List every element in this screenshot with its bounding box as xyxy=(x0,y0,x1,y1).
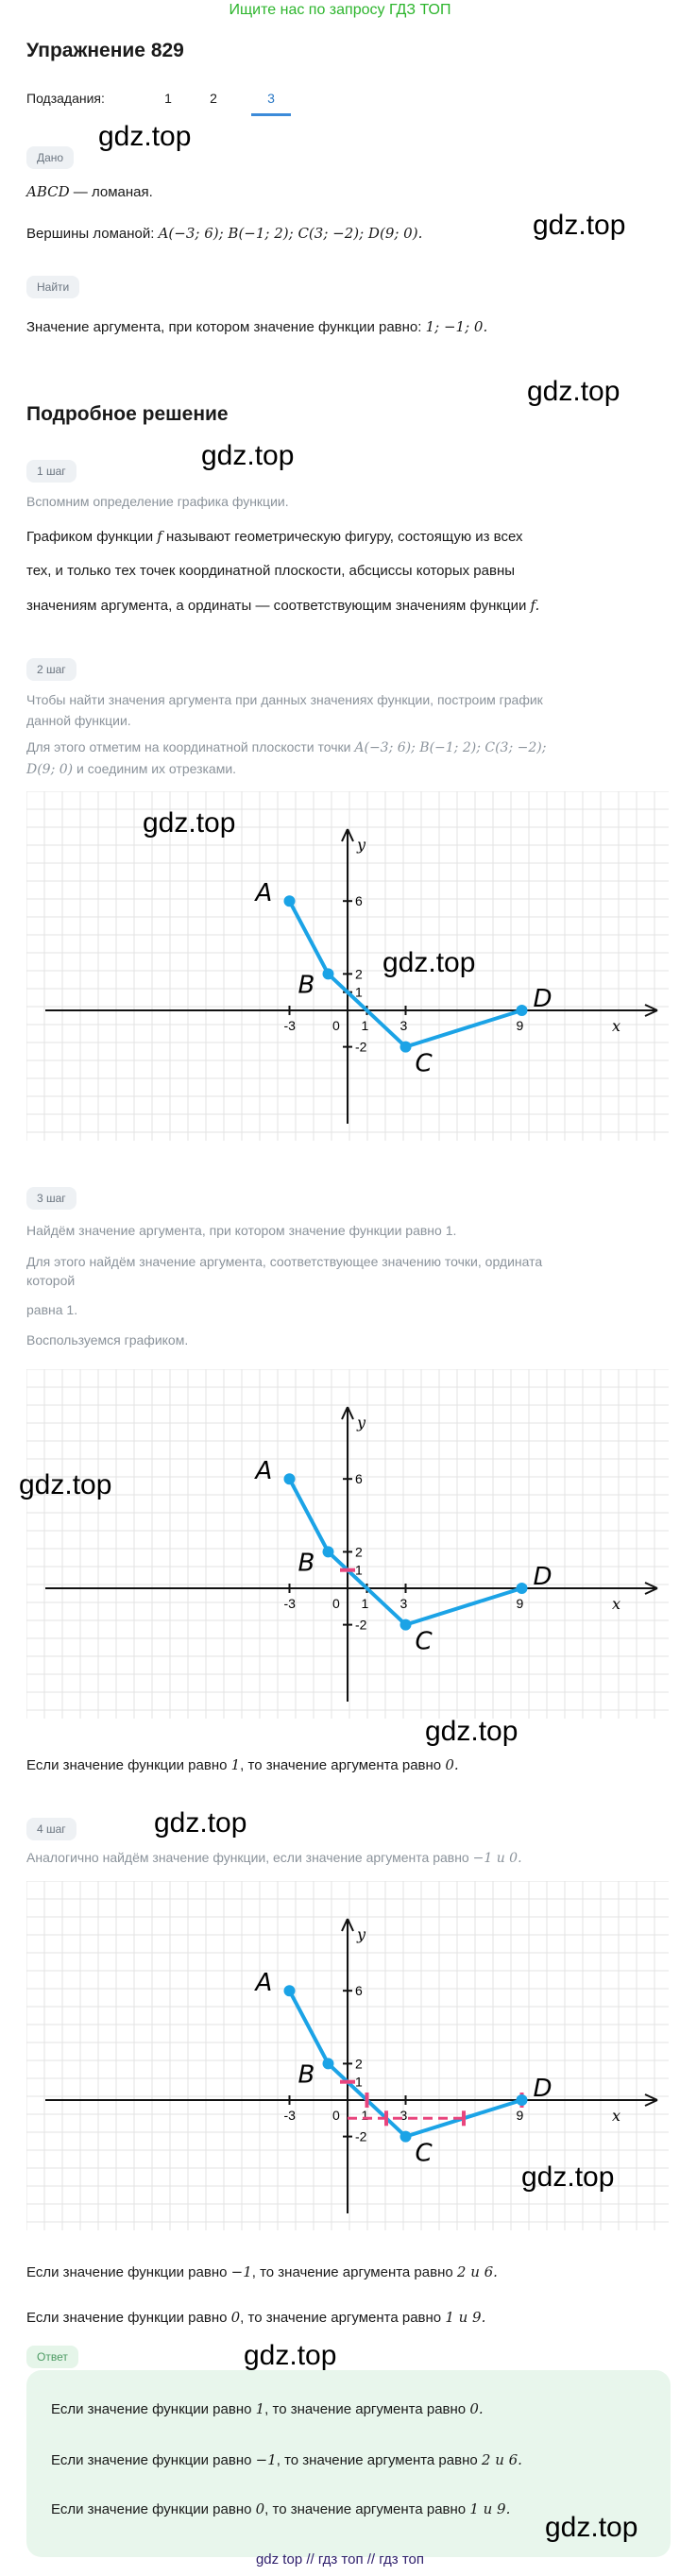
step1-p3-math: f. xyxy=(530,597,540,614)
point-b xyxy=(323,968,334,979)
point-label-d: D xyxy=(533,985,552,1013)
point-d xyxy=(517,2094,528,2106)
answer-l1-math-2: 0. xyxy=(469,2400,484,2417)
watermark: gdz.top xyxy=(143,807,236,839)
y-tick-label: 6 xyxy=(355,893,363,909)
step2-note-4 xyxy=(26,758,659,780)
watermark: gdz.top xyxy=(98,121,192,152)
step1-p3-a: значениям аргумента, а ординаты — соответствующим значениям функции xyxy=(26,598,531,614)
step1-p1-b: называют геометрическую фигуру, состоящую из всех xyxy=(162,529,523,545)
step3-note-1: Найдём значение аргумента, при котором значение функции равно 1. xyxy=(26,1223,457,1238)
y-tick-label: 6 xyxy=(355,1471,363,1487)
watermark: gdz.top xyxy=(19,1469,112,1500)
find-text: Значение аргумента, при котором значение функции равно: xyxy=(26,319,426,335)
page-title: Упражнение 829 xyxy=(26,40,184,61)
y-axis-label: y xyxy=(357,1414,366,1432)
point-d xyxy=(517,1583,528,1594)
point-label-d: D xyxy=(533,2075,552,2103)
solution-title: Подробное решение xyxy=(26,403,229,425)
x-tick-label: 3 xyxy=(400,1018,408,1033)
given-line-1-math: ABCD xyxy=(26,183,70,200)
graph-step2 xyxy=(26,791,669,1141)
step1-p1 xyxy=(26,520,669,553)
y-tick-label: 1 xyxy=(355,984,363,1000)
step1-p2: тех, и только тех точек координатной плоскости, абсциссы которых равны xyxy=(26,563,516,579)
find-chip: Найти xyxy=(26,276,79,298)
answer-line-2 xyxy=(51,2451,522,2468)
x-tick-label: 9 xyxy=(516,2108,524,2123)
step4-note-text: Аналогично найдём значение функции, если значение аргумента равно xyxy=(26,1850,473,1865)
given-line-1 xyxy=(26,176,669,209)
step4-r2-math-1: 0 xyxy=(230,2309,241,2326)
step3-result-math-1: 1 xyxy=(230,1756,241,1773)
step2-note-4-math: D(9; 0) xyxy=(26,762,74,777)
graph-step3 xyxy=(26,1369,669,1719)
point-b xyxy=(323,1546,334,1557)
find-math: 1; −1; 0. xyxy=(425,318,488,335)
x-tick-label: -3 xyxy=(283,1018,296,1033)
watermark: gdz.top xyxy=(201,440,295,471)
answer-l1-math-1: 1 xyxy=(255,2400,265,2417)
step2-note-3-math: A(−3; 6); B(−1; 2); C(3; −2); xyxy=(354,740,547,755)
step1-p1-a: Графиком функции xyxy=(26,529,158,545)
point-a xyxy=(284,1985,296,1996)
point-a xyxy=(284,1473,296,1484)
answer-l3-math-2: 1 и 9. xyxy=(469,2500,511,2517)
step1-chip: 1 шаг xyxy=(26,460,76,483)
y-axis-label: y xyxy=(357,836,366,854)
step4-result-1 xyxy=(26,2256,669,2289)
point-c xyxy=(400,1042,412,1053)
step3-note-2: Для этого найдём значение аргумента, соответствующее значению точки, ордината xyxy=(26,1254,543,1269)
answer-l2-a: Если значение функции равно xyxy=(51,2452,256,2468)
y-tick-label: 2 xyxy=(355,966,363,982)
answer-l3-b: , то значение аргумента равно xyxy=(264,2501,470,2517)
point-label-d: D xyxy=(533,1563,552,1591)
step3-result-math-2: 0. xyxy=(445,1756,459,1773)
watermark: gdz.top xyxy=(527,376,620,407)
y-tick-label: 2 xyxy=(355,2056,363,2072)
point-label-c: C xyxy=(415,2139,433,2168)
step2-note-3 xyxy=(26,737,659,758)
x-tick-label: 0 xyxy=(332,1596,340,1611)
tab-subtask-2[interactable]: 2 xyxy=(210,91,217,106)
point-label-c: C xyxy=(415,1627,433,1656)
step4-result-2 xyxy=(26,2301,669,2334)
step2-note-3-text: Для этого отметим на координатной плоскости точки xyxy=(26,739,355,754)
point-label-b: B xyxy=(298,2060,315,2090)
point-b xyxy=(323,2058,334,2069)
answer-l1-a: Если значение функции равно xyxy=(51,2401,256,2417)
given-chip: Дано xyxy=(26,146,74,169)
given-line-2-math: A(−3; 6); B(−1; 2); C(3; −2); D(9; 0). xyxy=(158,225,423,242)
point-label-a: A xyxy=(255,1457,273,1486)
step3-note-3: которой xyxy=(26,1273,76,1288)
answer-chip: Ответ xyxy=(26,2346,78,2368)
watermark: gdz.top xyxy=(244,2340,337,2371)
point-label-b: B xyxy=(298,971,315,1000)
y-axis-label: y xyxy=(357,1925,366,1943)
y-tick-label: 1 xyxy=(355,2074,363,2090)
footer-links[interactable]: gdz top // гдз топ // гдз топ xyxy=(255,2551,425,2568)
x-tick-label: -3 xyxy=(283,2108,296,2123)
y-tick-label: 2 xyxy=(355,1544,363,1560)
step2-note-1: Чтобы найти значения аргумента при данных значениях функции, построим график xyxy=(26,692,543,707)
answer-l1-b: , то значение аргумента равно xyxy=(264,2401,470,2417)
step4-r2-math-2: 1 и 9. xyxy=(445,2309,486,2326)
step2-chip: 2 шаг xyxy=(26,658,76,681)
given-line-1-text: — ломаная. xyxy=(69,184,153,200)
point-d xyxy=(517,1005,528,1016)
answer-l2-math-2: 2 и 6. xyxy=(481,2451,522,2468)
find-line xyxy=(26,311,669,344)
x-tick-label: 1 xyxy=(361,1018,369,1033)
watermark: gdz.top xyxy=(521,2161,615,2193)
watermark: gdz.top xyxy=(533,210,626,241)
answer-l2-b: , то значение аргумента равно xyxy=(276,2452,482,2468)
step4-r1-math-1: −1 xyxy=(230,2263,252,2280)
x-tick-label: -3 xyxy=(283,1596,296,1611)
step4-r2-b: , то значение аргумента равно xyxy=(240,2310,446,2326)
y-tick-label: 6 xyxy=(355,1983,363,1999)
x-axis-label: x xyxy=(612,1595,621,1613)
watermark: gdz.top xyxy=(382,947,476,978)
top-banner[interactable]: Ищите нас по запросу ГДЗ ТОП xyxy=(229,2,451,18)
x-tick-label: 1 xyxy=(361,2108,369,2123)
x-tick-label: 9 xyxy=(516,1596,524,1611)
answer-l3-a: Если значение функции равно xyxy=(51,2501,256,2517)
x-tick-label: 3 xyxy=(400,1596,408,1611)
step3-note-4: равна 1. xyxy=(26,1302,78,1317)
y-tick-label: -2 xyxy=(355,1039,367,1055)
step3-chip: 3 шаг xyxy=(26,1187,76,1210)
step2-note-4-text: и соединим их отрезками. xyxy=(73,761,237,776)
x-tick-label: 0 xyxy=(332,1018,340,1033)
step1-p1-math: f xyxy=(157,528,162,545)
subtasks-label: Подзадания: xyxy=(26,91,105,106)
step3-note-5: Воспользуемся графиком. xyxy=(26,1332,189,1347)
step2-note-2: данной функции. xyxy=(26,713,131,728)
answer-line-1 xyxy=(51,2400,484,2417)
step4-chip: 4 шаг xyxy=(26,1818,76,1840)
point-label-c: C xyxy=(415,1049,433,1078)
step3-result xyxy=(26,1749,669,1782)
point-label-a: A xyxy=(255,879,273,908)
step4-note-math: −1 и 0. xyxy=(472,1851,522,1866)
step3-result-a: Если значение функции равно xyxy=(26,1757,231,1773)
step4-r1-a: Если значение функции равно xyxy=(26,2264,231,2280)
tab-subtask-1[interactable]: 1 xyxy=(164,91,172,106)
step1-note: Вспомним определение графика функции. xyxy=(26,494,289,509)
y-tick-label: -2 xyxy=(355,2128,367,2144)
step4-r2-a: Если значение функции равно xyxy=(26,2310,231,2326)
given-line-2-text: Вершины ломаной: xyxy=(26,226,159,242)
active-tab-indicator xyxy=(251,113,291,116)
point-c xyxy=(400,1619,412,1631)
y-tick-label: -2 xyxy=(355,1617,367,1633)
x-tick-label: 1 xyxy=(361,1596,369,1611)
point-label-a: A xyxy=(255,1969,273,1998)
y-tick-label: 1 xyxy=(355,1562,363,1578)
step3-result-b: , то значение аргумента равно xyxy=(240,1757,446,1773)
x-axis-label: x xyxy=(612,2107,621,2125)
answer-l3-math-1: 0 xyxy=(255,2500,265,2517)
x-axis-label: x xyxy=(612,1017,621,1035)
point-c xyxy=(400,2131,412,2143)
point-label-b: B xyxy=(298,1549,315,1578)
answer-l2-math-1: −1 xyxy=(255,2451,277,2468)
step1-p3 xyxy=(26,589,669,622)
tab-subtask-3[interactable]: 3 xyxy=(267,91,275,106)
answer-line-3 xyxy=(51,2500,510,2517)
x-tick-label: 9 xyxy=(516,1018,524,1033)
watermark: gdz.top xyxy=(425,1716,518,1747)
watermark: gdz.top xyxy=(545,2512,638,2543)
step4-note xyxy=(26,1847,659,1869)
point-a xyxy=(284,895,296,907)
x-tick-label: 0 xyxy=(332,2108,340,2123)
step4-r1-b: , то значение аргумента равно xyxy=(251,2264,457,2280)
step4-r1-math-2: 2 и 6. xyxy=(456,2263,498,2280)
x-tick-label: 3 xyxy=(400,2108,408,2123)
watermark: gdz.top xyxy=(154,1807,247,1839)
